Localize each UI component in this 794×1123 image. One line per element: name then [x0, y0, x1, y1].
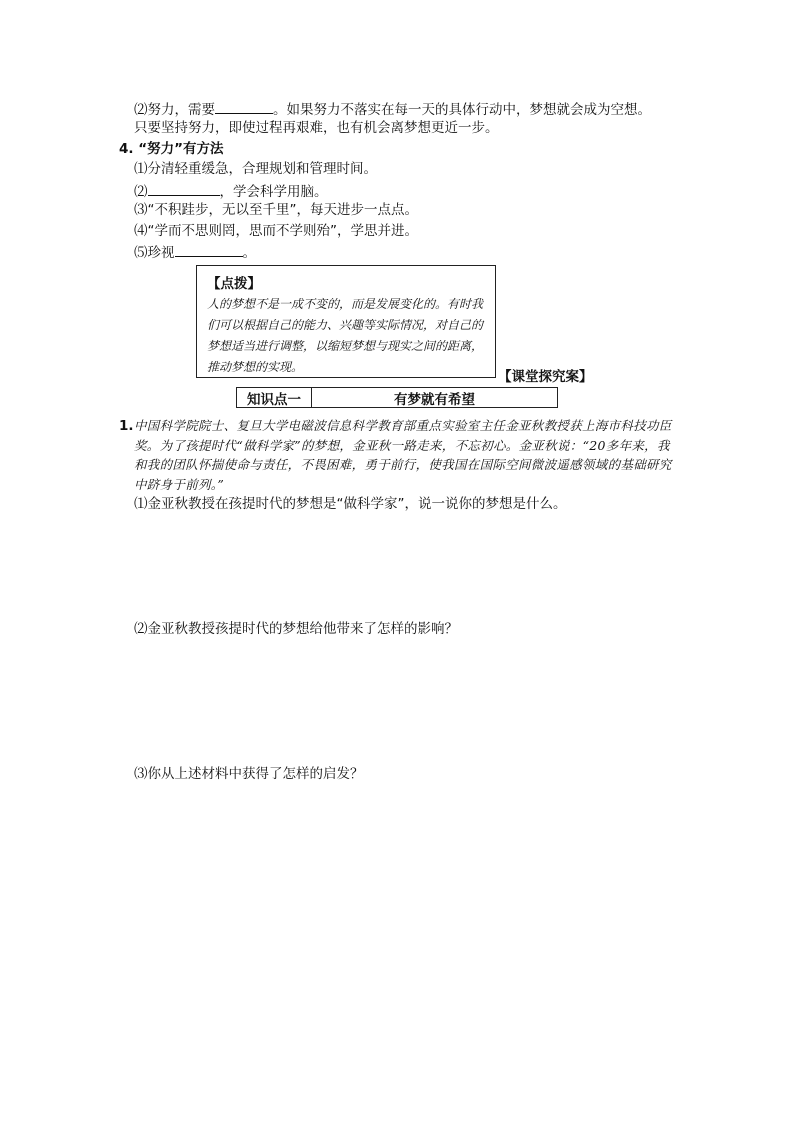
method-item-5-suffix: 。 — [242, 245, 256, 261]
answer-blank-method-5[interactable] — [175, 242, 243, 257]
effort-need-suffix: 。如果努力不落实在每一天的具体行动中，梦想就会成为空想。 — [273, 102, 651, 118]
knowledge-label: 知识点一 — [237, 388, 312, 407]
method-item-2-suffix: ，学会科学用脑。 — [219, 184, 328, 200]
method-item-1: ⑴分清轻重缓急，合理规划和管理时间。 — [134, 161, 377, 177]
methods-heading-text: “努力”有方法 — [138, 141, 224, 157]
effort-need-line2: 只要坚持努力，即使过程再艰难，也有机会离梦想更近一步。 — [134, 120, 499, 136]
answer-blank-method-2[interactable] — [148, 181, 220, 196]
method-item-3: ⑶“不积跬步，无以至千里”，每天进步一点点。 — [134, 202, 418, 218]
method-item-5-prefix: ⑸珍视 — [134, 245, 175, 261]
effort-need-prefix: ⑵努力，需要 — [134, 102, 215, 118]
sub-question-3: ⑶你从上述材料中获得了怎样的启发？ — [134, 766, 364, 782]
methods-heading — [119, 140, 223, 158]
method-item-4: ⑷“学而不思则罔，思而不学则殆”，学思并进。 — [134, 223, 418, 239]
method-item-2-prefix: ⑵ — [134, 184, 148, 200]
method-item-2 — [134, 181, 328, 201]
tip-box — [196, 265, 496, 378]
methods-number: 4. — [119, 141, 134, 157]
knowledge-title: 有梦就有希望 — [394, 391, 475, 408]
method-item-5 — [134, 242, 256, 262]
question-number: 1. — [119, 418, 134, 434]
knowledge-table — [236, 387, 558, 408]
effort-need-line1 — [134, 99, 651, 119]
sub-question-2: ⑵金亚秋教授孩提时代的梦想给他带来了怎样的影响？ — [134, 621, 458, 637]
sub-question-1: ⑴金亚秋教授在孩提时代的梦想是“做科学家”，说一说你的梦想是什么。 — [134, 496, 567, 512]
tip-title: 【点拨】 — [207, 276, 261, 292]
answer-blank-effort[interactable] — [215, 99, 273, 114]
section-title: 【课堂探究案】 — [498, 369, 593, 385]
tip-body: 人的梦想不是一成不变的，而是发展变化的。有时我们可以根据自己的能力、兴趣等实际情况，对自己的梦想适当进行调整，以缩短梦想与现实之间的距离，推动梦想的实现。 — [207, 297, 484, 374]
question-material: 中国科学院院士、复旦大学电磁波信息科学教育部重点实验室主任金亚秋教授获上海市科技功臣奖。为了孩提时代“做科学家”的梦想，金亚秋一路走来，不忘初心。金亚秋说：“20多年来，我和我的团队怀揣使命与责任，不畏困难，勇于前行，使我国在国际空间微波遥感领域的基础研究中跻身于前列。” — [134, 418, 672, 492]
